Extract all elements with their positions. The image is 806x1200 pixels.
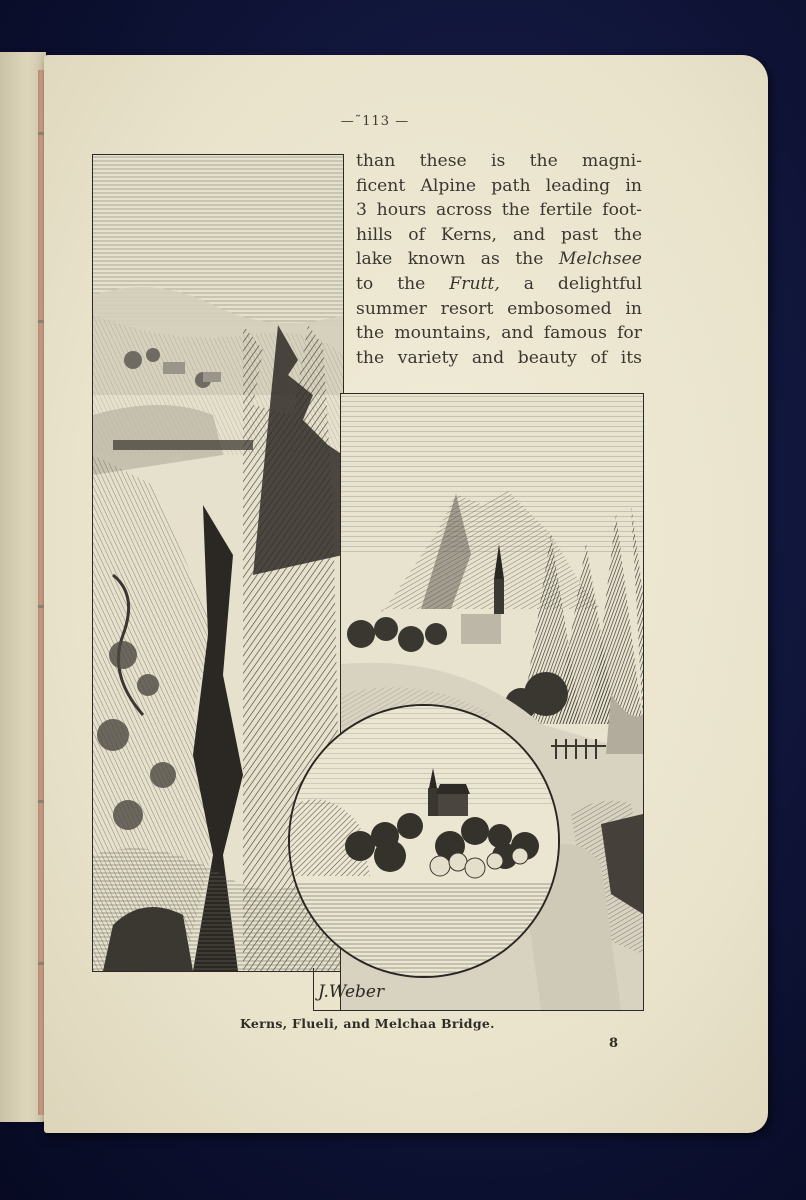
binding-stitch	[38, 800, 44, 803]
word: the	[613, 224, 642, 245]
text-line-1	[356, 149, 642, 174]
text-line-6	[356, 272, 642, 297]
word: resort	[440, 298, 494, 319]
printer-signature-mark: 8	[609, 1036, 619, 1051]
text-line-2	[356, 174, 642, 199]
text-line-4	[356, 223, 642, 248]
figure-caption: Kerns, Flueli, and Melchaa Bridge.	[240, 1016, 495, 1031]
word: past	[561, 224, 598, 245]
word: across	[435, 200, 493, 221]
binding-stitch	[38, 605, 44, 608]
text-line-5	[356, 247, 642, 272]
word: the	[515, 249, 544, 270]
word: the	[501, 200, 530, 221]
word: these	[419, 151, 467, 171]
body-text	[356, 149, 642, 370]
word: a	[523, 273, 534, 294]
word: than	[356, 151, 396, 171]
word: for	[617, 323, 642, 344]
word: in	[625, 175, 642, 196]
word: and	[501, 323, 534, 344]
word: of	[408, 224, 425, 245]
word: delightful	[557, 273, 642, 294]
word: to	[356, 273, 374, 294]
artist-signature: J.Weber	[318, 982, 385, 1002]
word: the	[397, 273, 426, 294]
word: path	[491, 175, 531, 196]
word: as	[480, 249, 500, 270]
binding-stitch	[38, 132, 44, 135]
word: the	[356, 347, 385, 368]
word: its	[620, 347, 642, 368]
word: the	[356, 323, 385, 344]
word: leading	[545, 175, 611, 196]
word: and	[471, 347, 505, 368]
word: variety	[397, 347, 459, 368]
word: summer	[356, 298, 427, 319]
word: is	[491, 151, 506, 171]
word: hours	[376, 200, 427, 221]
word: Alpine	[420, 175, 477, 196]
chapel-medallion	[288, 704, 560, 978]
binding-stitch	[38, 962, 44, 965]
word: and	[512, 224, 546, 245]
binding-stitch	[38, 320, 44, 323]
text-line-7	[356, 297, 642, 322]
word: embosomed	[507, 298, 612, 319]
word: foot-	[602, 200, 642, 221]
text-line-8	[356, 321, 642, 346]
word: of	[590, 347, 608, 368]
word: famous	[543, 323, 607, 344]
text-line-3	[356, 198, 642, 223]
word: Kerns,	[440, 224, 497, 245]
italic-place-name: Frutt,	[449, 273, 500, 294]
word: fertile	[539, 200, 593, 221]
running-head: —˜113 —	[340, 114, 410, 129]
word: magni-	[582, 151, 642, 171]
word: hills	[356, 224, 393, 245]
text-line-9	[356, 346, 642, 371]
word: in	[625, 298, 642, 319]
word: beauty	[517, 347, 577, 368]
italic-place-name: Melchsee	[558, 249, 642, 270]
word: lake	[356, 249, 393, 270]
word: mountains,	[394, 323, 492, 344]
word: ficent	[356, 175, 406, 196]
word: 3	[356, 200, 367, 221]
word: the	[529, 151, 558, 171]
word: known	[407, 249, 466, 270]
